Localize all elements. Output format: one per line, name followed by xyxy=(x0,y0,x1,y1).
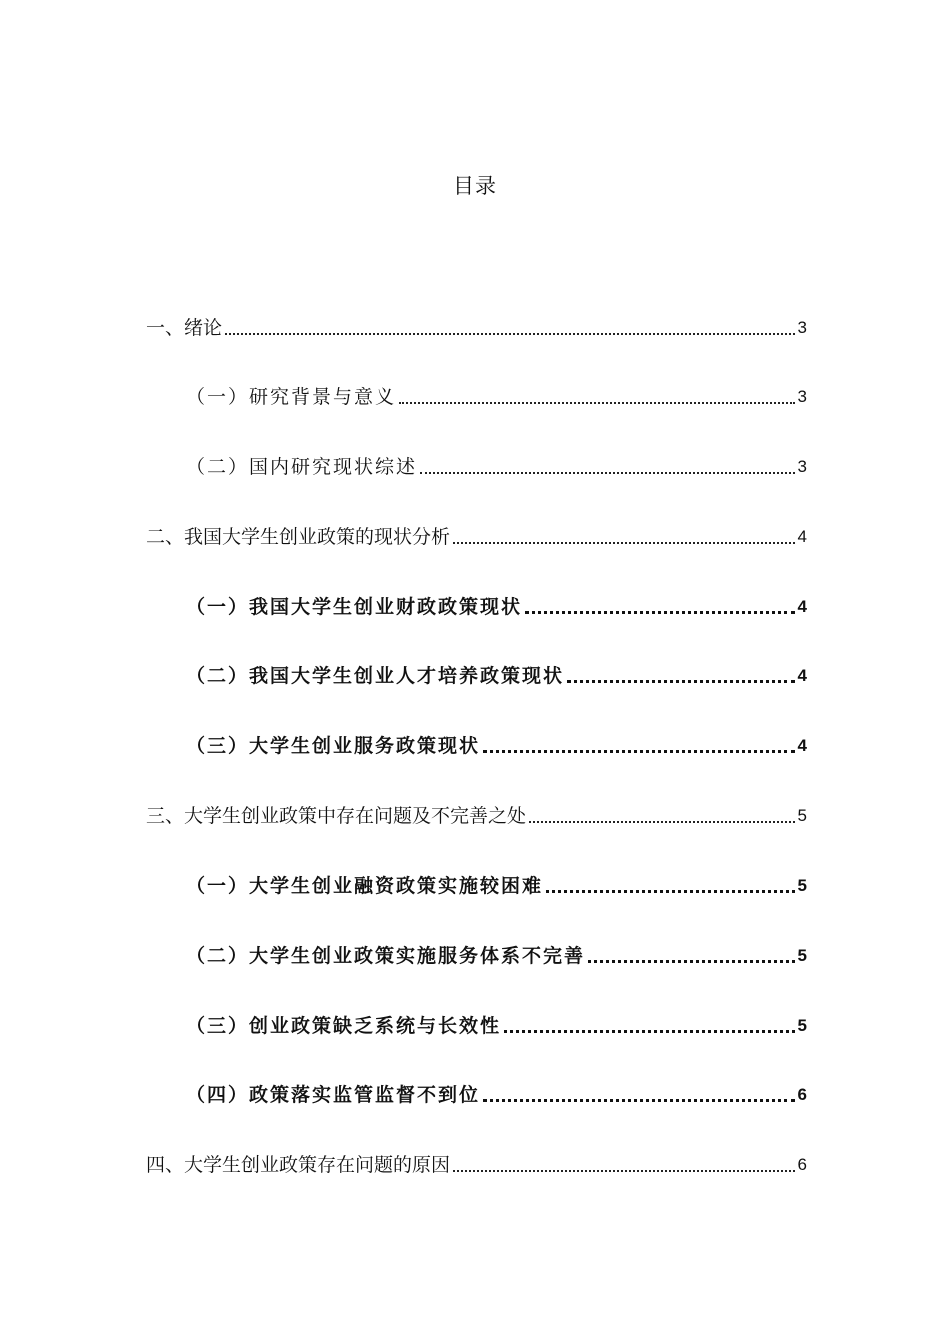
toc-entry-text: 二、我国大学生创业政策的现状分析 xyxy=(146,526,451,548)
toc-entry-text: （一）研究背景与意义 xyxy=(186,386,397,408)
toc-entry[interactable] xyxy=(186,728,807,758)
toc-entry-page: 4 xyxy=(797,666,807,685)
toc-entry-page: 3 xyxy=(797,387,807,406)
toc-entry-page: 5 xyxy=(797,806,807,825)
toc-entry-text: 三、大学生创业政策中存在问题及不完善之处 xyxy=(146,805,527,827)
toc-entry[interactable] xyxy=(186,938,807,968)
toc-entry[interactable] xyxy=(146,519,807,549)
toc-entry[interactable] xyxy=(146,310,807,340)
toc-entry[interactable] xyxy=(146,1147,807,1177)
toc-leader xyxy=(588,960,795,963)
toc-entry-text: （二）我国大学生创业人才培养政策现状 xyxy=(186,665,565,687)
toc-entry-text: （三）大学生创业服务政策现状 xyxy=(186,735,481,757)
toc-entry[interactable] xyxy=(186,589,807,619)
toc-entry-text: （二）大学生创业政策实施服务体系不完善 xyxy=(186,945,586,967)
toc-entry-page: 4 xyxy=(797,597,807,616)
toc-entry-text: （一）我国大学生创业财政政策现状 xyxy=(186,596,523,618)
toc-leader xyxy=(525,611,795,614)
toc-entry-page: 4 xyxy=(797,527,807,546)
toc-leader xyxy=(546,890,795,893)
toc-entry[interactable] xyxy=(186,379,807,409)
toc-leader xyxy=(420,472,795,474)
toc-entry[interactable] xyxy=(186,658,807,688)
toc-entry-text: （三）创业政策缺乏系统与长效性 xyxy=(186,1015,502,1037)
toc-leader xyxy=(504,1030,795,1033)
toc-entry[interactable] xyxy=(186,1008,807,1038)
toc-entry-page: 5 xyxy=(797,1016,807,1035)
toc-entry-page: 4 xyxy=(797,736,807,755)
toc-title: 目录 xyxy=(453,174,497,198)
toc-leader xyxy=(529,821,795,823)
toc-leader xyxy=(399,402,795,404)
toc-entry[interactable] xyxy=(186,1077,807,1107)
toc-entry-text: （二）国内研究现状综述 xyxy=(186,456,418,478)
toc-leader xyxy=(567,680,795,683)
toc-entry-page: 6 xyxy=(797,1085,807,1104)
toc-entry-page: 6 xyxy=(797,1155,807,1174)
toc-entry-page: 5 xyxy=(797,946,807,965)
toc-entry[interactable] xyxy=(186,449,807,479)
toc-leader xyxy=(453,1170,795,1172)
toc-entry-page: 3 xyxy=(797,457,807,476)
toc-entry-text: 四、大学生创业政策存在问题的原因 xyxy=(146,1154,451,1176)
toc-leader xyxy=(225,333,795,335)
toc-leader xyxy=(483,1099,795,1102)
toc-entry-page: 3 xyxy=(797,318,807,337)
toc-entry-text: （四）政策落实监管监督不到位 xyxy=(186,1084,481,1106)
toc-leader xyxy=(453,542,795,544)
toc-entry[interactable] xyxy=(186,868,807,898)
toc-entry[interactable] xyxy=(146,798,807,828)
toc-entry-text: （一）大学生创业融资政策实施较困难 xyxy=(186,875,544,897)
toc-entry-page: 5 xyxy=(797,876,807,895)
toc-leader xyxy=(483,750,795,753)
toc-entry-text: 一、绪论 xyxy=(146,317,223,339)
